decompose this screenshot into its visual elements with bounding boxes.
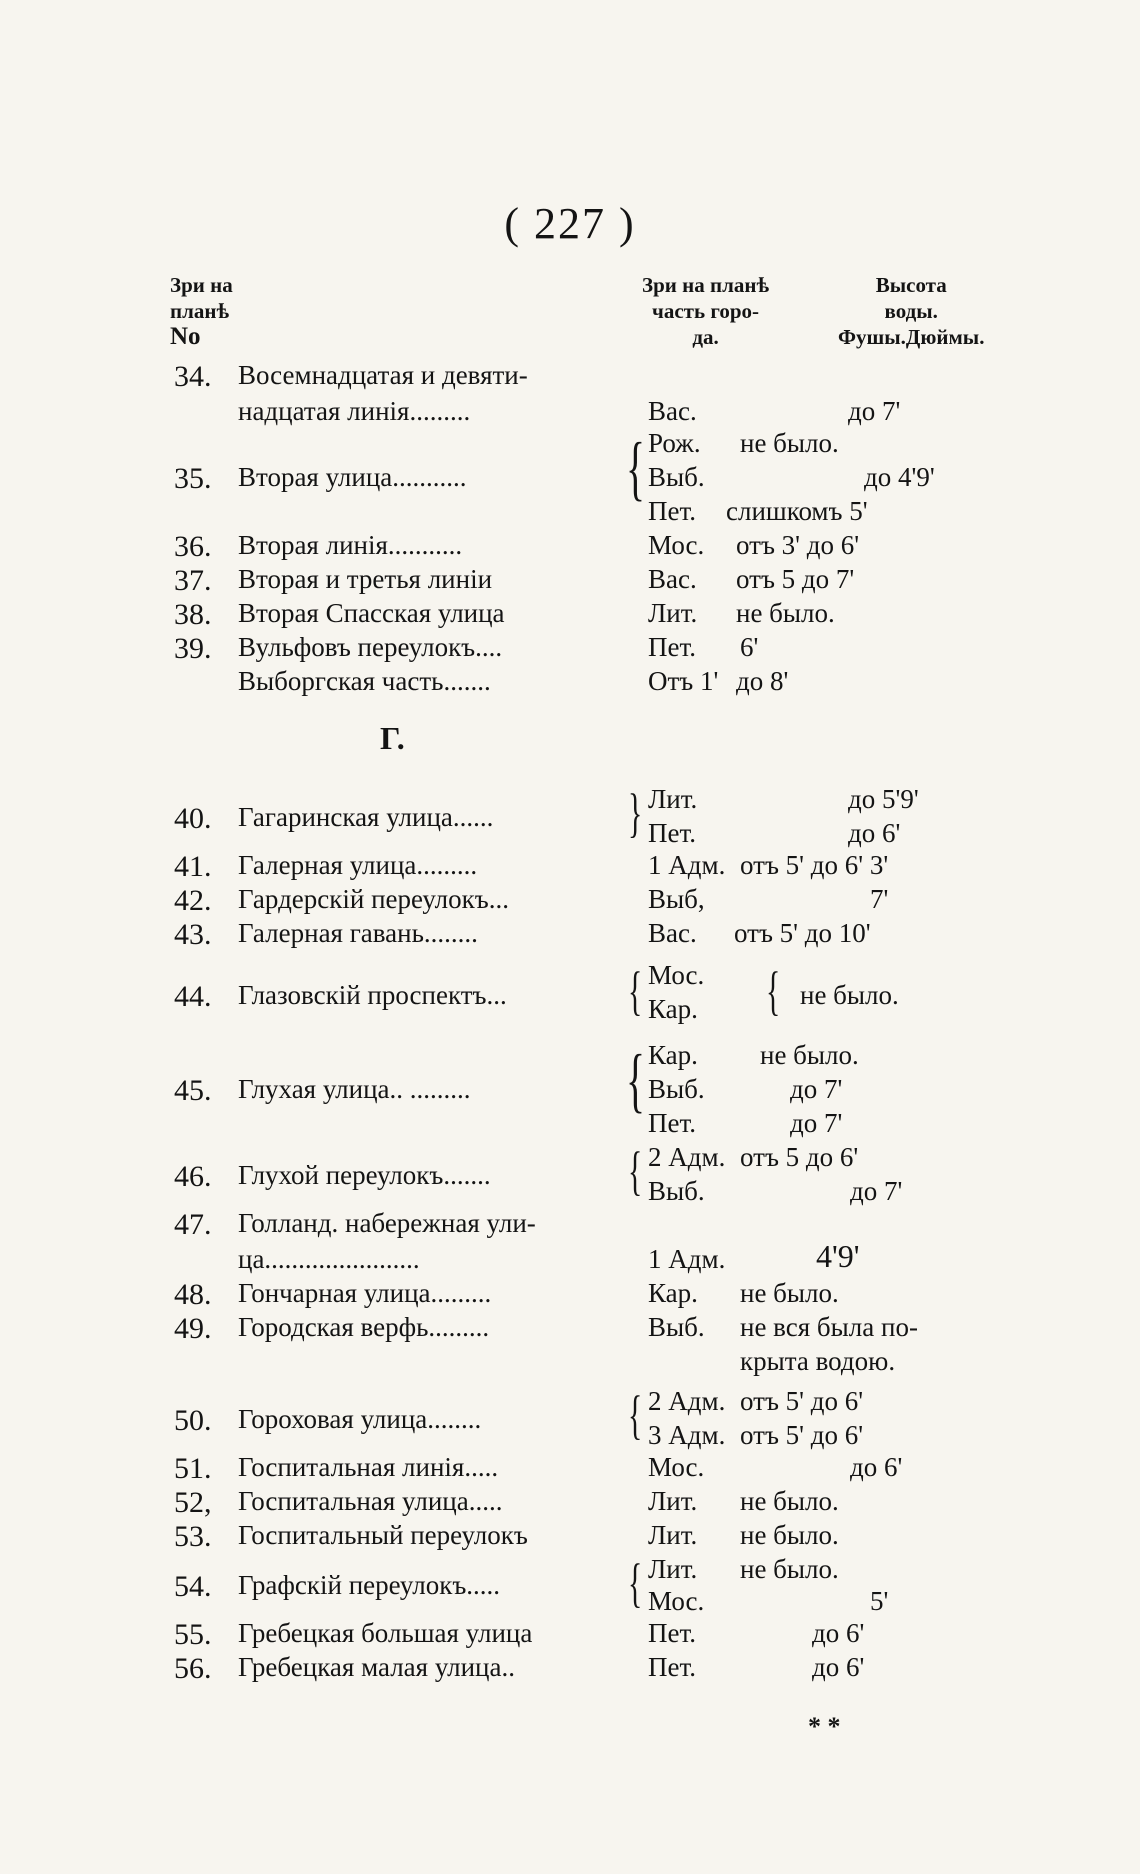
water-height: не было. <box>760 1040 859 1070</box>
water-height: 6' <box>740 632 759 662</box>
entry-number: 38. <box>174 598 212 631</box>
street-name: Городская верфь......... <box>238 1312 490 1342</box>
city-part: Лит. <box>648 784 698 814</box>
city-part: Мос. <box>648 1452 705 1482</box>
entry-number: 44. <box>174 980 212 1013</box>
page-number: ( 227 ) <box>504 199 636 248</box>
brace: } <box>628 783 643 843</box>
entry-number: 43. <box>174 918 212 951</box>
entry-number: 37. <box>174 564 212 597</box>
city-part: Мос. <box>648 530 705 560</box>
water-height: отъ 5' до 10' <box>734 918 871 948</box>
brace: { <box>628 1553 643 1613</box>
water-height: слишкомъ 5' <box>726 496 868 526</box>
street-name: Глазовскій проспектъ... <box>238 980 507 1010</box>
city-part: 3 Адм. <box>648 1420 726 1450</box>
city-part: Пет. <box>648 1618 697 1648</box>
water-height: до 7' <box>790 1074 843 1104</box>
water-height: отъ 5' до 6' <box>740 1420 864 1450</box>
entry-number: 41. <box>174 850 212 883</box>
entry-number: 40. <box>174 802 212 835</box>
entry-number: 39. <box>174 632 212 665</box>
water-height: 7' <box>870 884 889 914</box>
entry-number: 49. <box>174 1312 212 1345</box>
brace: { <box>628 1141 643 1201</box>
water-height: отъ 5' до 6' <box>740 1386 864 1416</box>
water-height: до 4'9' <box>864 462 935 492</box>
water-height: отъ 3' до 6' <box>736 530 860 560</box>
city-part: Мос. <box>648 1586 705 1616</box>
city-part: Выб. <box>648 1074 705 1104</box>
water-height: не было. <box>740 1554 839 1584</box>
street-name: Вторая линія........... <box>238 530 463 560</box>
brace: { <box>628 961 643 1021</box>
water-height: до 7' <box>850 1176 903 1206</box>
header-col2-line1: Зри на планѣ <box>642 273 770 297</box>
brace: { <box>626 1040 646 1120</box>
street-name: Гребецкая большая улица <box>238 1618 533 1648</box>
street-name: Гороховая улица........ <box>238 1404 482 1434</box>
water-height: не было. <box>740 1278 839 1308</box>
entry-number: 45. <box>174 1074 212 1107</box>
header-col1-line3: No <box>170 323 201 350</box>
city-part: Выб. <box>648 462 705 492</box>
entry-number: 46. <box>174 1160 212 1193</box>
water-height: до 8' <box>736 666 789 696</box>
header-col-city-part <box>642 272 769 350</box>
city-part: Выб. <box>648 1176 705 1206</box>
street-name: Гардерскій переулокъ... <box>238 884 509 914</box>
water-height: до 6' <box>850 1452 903 1482</box>
water-height: не было. <box>740 428 839 458</box>
city-part: Кар. <box>648 994 698 1024</box>
entry-number: 53. <box>174 1520 212 1553</box>
water-height: не было. <box>740 1520 839 1550</box>
city-part: Лит. <box>648 1520 698 1550</box>
entry-number: 35. <box>174 462 212 495</box>
street-name: Госпитальная линія..... <box>238 1452 499 1482</box>
water-height: до 5'9' <box>848 784 919 814</box>
brace: { <box>628 1385 643 1445</box>
header-col-plan-no <box>170 272 233 350</box>
street-name: Вульфовъ переулокъ.... <box>238 632 503 662</box>
header-col3-line2: воды. <box>884 299 938 323</box>
city-part: Лит. <box>648 1554 698 1584</box>
street-name-continued: надцатая линія......... <box>238 396 471 426</box>
entry-number: 55. <box>174 1618 212 1651</box>
city-part: Вас. <box>648 396 697 426</box>
street-name: Графскій переулокъ..... <box>238 1570 501 1600</box>
brace: { <box>766 961 781 1021</box>
water-height: отъ 5 до 6' <box>740 1142 859 1172</box>
street-name: Галерная улица......... <box>238 850 478 880</box>
street-name: Госпитальная улица..... <box>238 1486 503 1516</box>
street-name: Голланд. набережная ули- <box>238 1208 536 1238</box>
city-part: Лит. <box>648 598 698 628</box>
city-part: 2 Адм. <box>648 1386 726 1416</box>
street-name: Гребецкая малая улица.. <box>238 1652 515 1682</box>
city-part: Рож. <box>648 428 701 458</box>
city-part: Пет. <box>648 1108 697 1138</box>
water-height: не было. <box>740 1486 839 1516</box>
street-name: Вторая улица........... <box>238 462 467 492</box>
street-name: Вторая Спасская улица <box>238 598 505 628</box>
water-height: 4'9' <box>816 1238 860 1274</box>
entry-number: 34. <box>174 360 212 393</box>
city-part: 1 Адм. <box>648 850 726 880</box>
water-height: до 6' <box>812 1618 865 1648</box>
street-name-continued: ца....................... <box>238 1244 420 1274</box>
water-height: не вся была по- <box>740 1312 918 1342</box>
header-col1-line1: Зри на <box>170 273 233 297</box>
city-part: Лит. <box>648 1486 698 1516</box>
entry-number: 47. <box>174 1208 212 1241</box>
city-part: 2 Адм. <box>648 1142 726 1172</box>
water-height: до 6' <box>848 818 901 848</box>
header-col2-line3: да. <box>692 325 719 349</box>
city-part: Выб, <box>648 884 705 914</box>
entry-number: 36. <box>174 530 212 563</box>
water-height: не было. <box>736 598 835 628</box>
city-part: Пет. <box>648 632 697 662</box>
entry-number: 42. <box>174 884 212 917</box>
header-col3-line1: Высота <box>875 273 947 297</box>
city-part: Пет. <box>648 496 697 526</box>
water-height: до 7' <box>848 396 901 426</box>
header-col3-line3: Фушы.Дюймы. <box>838 325 985 349</box>
water-height: 5' <box>870 1586 889 1616</box>
city-part: Кар. <box>648 1040 698 1070</box>
street-name: Глухая улица.. ......... <box>238 1074 471 1104</box>
city-part: Вас. <box>648 918 697 948</box>
end-marks: * * <box>808 1712 841 1741</box>
street-name: Восемнадцатая и девяти- <box>238 360 528 390</box>
city-part: Мос. <box>648 960 705 990</box>
entry-number: 54. <box>174 1570 212 1603</box>
street-name: Глухой переулокъ....... <box>238 1160 491 1190</box>
header-col1-line2: планѣ <box>170 299 230 323</box>
city-part: Пет. <box>648 818 697 848</box>
city-part: 1 Адм. <box>648 1244 726 1274</box>
city-part: Выб. <box>648 1312 705 1342</box>
entry-number: 51. <box>174 1452 212 1485</box>
water-height: отъ 5 до 7' <box>736 564 855 594</box>
street-name: Вторая и третья линіи <box>238 564 493 594</box>
city-part: Отъ 1' <box>648 666 719 696</box>
street-name: Выборгская часть....... <box>238 666 491 696</box>
brace: { <box>626 428 646 508</box>
water-height-continued: крыта водою. <box>740 1346 896 1376</box>
street-name: Госпитальный переулокъ <box>238 1520 528 1550</box>
street-name: Гончарная улица......... <box>238 1278 492 1308</box>
entry-number: 52, <box>174 1486 212 1519</box>
street-name: Гагаринская улица...... <box>238 802 494 832</box>
city-part: Кар. <box>648 1278 698 1308</box>
city-part: Вас. <box>648 564 697 594</box>
entry-number: 48. <box>174 1278 212 1311</box>
city-part: Пет. <box>648 1652 697 1682</box>
entry-number: 50. <box>174 1404 212 1437</box>
water-height: отъ 5' до 6' 3' <box>740 850 889 880</box>
water-height: не было. <box>800 980 899 1010</box>
street-name: Галерная гавань........ <box>238 918 478 948</box>
header-col2-line2: часть горо- <box>652 299 760 323</box>
section-letter: Г. <box>380 720 405 756</box>
water-height: до 6' <box>812 1652 865 1682</box>
header-col-water-height <box>838 272 984 350</box>
entry-number: 56. <box>174 1652 212 1685</box>
water-height: до 7' <box>790 1108 843 1138</box>
